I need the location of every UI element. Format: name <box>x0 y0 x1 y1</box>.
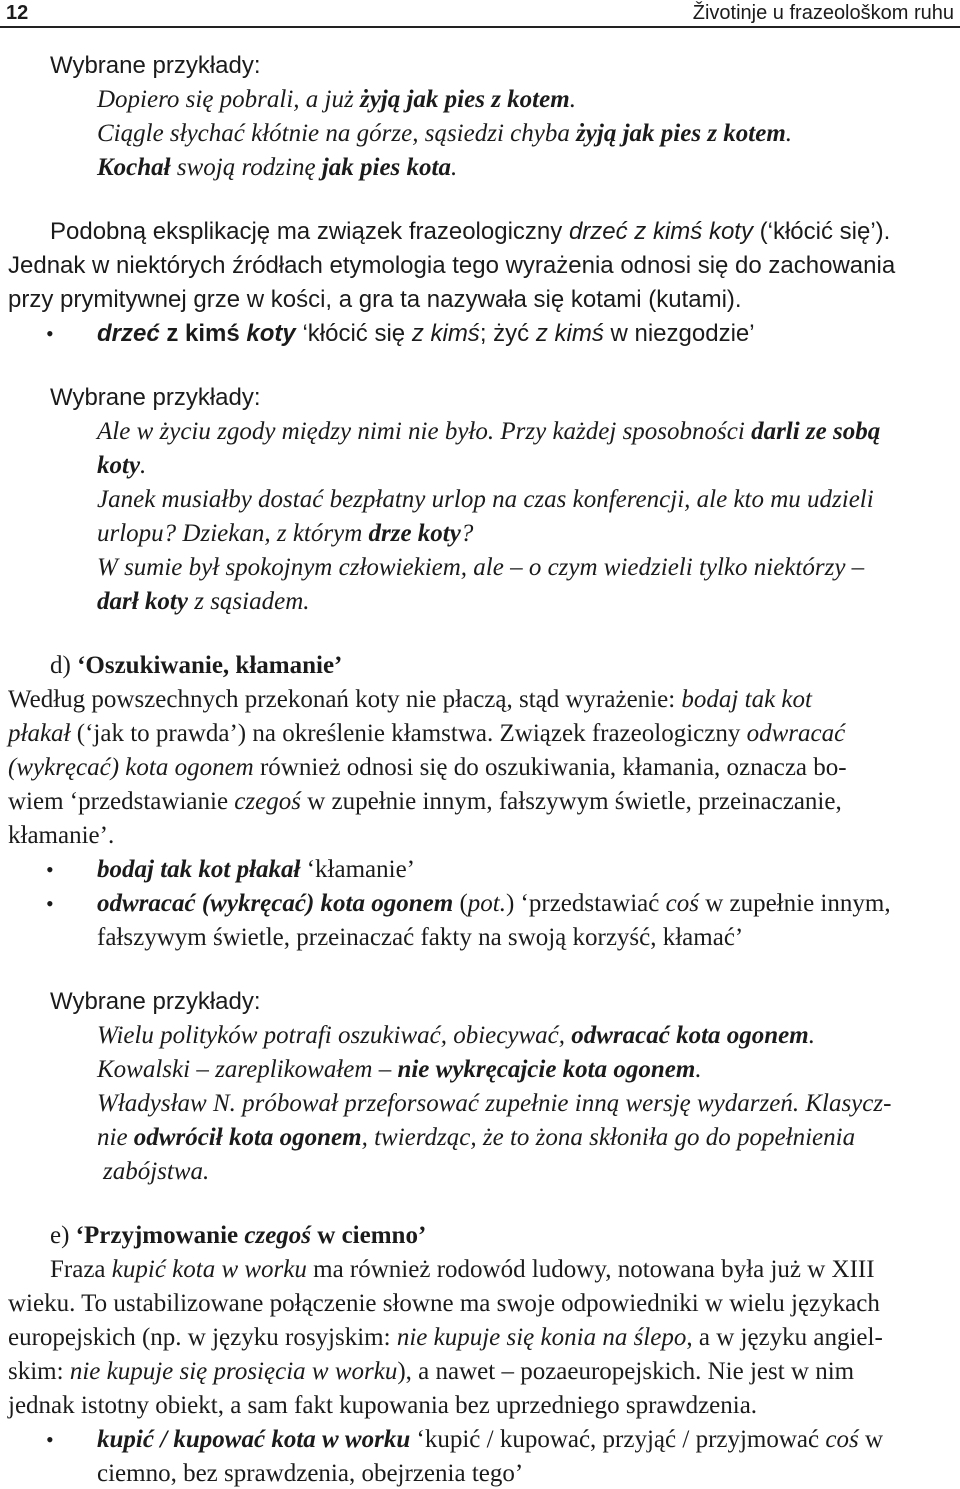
text-run: d) <box>50 652 78 679</box>
text-run: swoją rodzinę <box>170 154 322 181</box>
text-run: z sąsiadem. <box>187 588 310 615</box>
text-run: w zupełnie innym, <box>698 890 891 917</box>
text-line <box>8 1357 854 1387</box>
text-line <box>97 1089 891 1119</box>
text-line <box>8 1323 883 1353</box>
text-run: (‘kłócić się’). <box>752 218 891 245</box>
text-line <box>8 685 812 715</box>
text-run: czegoś <box>234 788 301 815</box>
text-line <box>97 1123 855 1153</box>
text-run: Według powszechnych przekonań koty nie płaczą, stąd wyrażenie: <box>8 686 682 713</box>
text-run: (‘jak to prawda’) na określenie kłamstwa. Związek frazeologiczny <box>70 720 747 747</box>
text-line <box>97 1425 883 1455</box>
text-run: . <box>785 120 793 147</box>
text-line <box>97 485 874 515</box>
text-run: Wielu polityków potrafi oszukiwać, obiecywać, <box>97 1022 572 1049</box>
text-line <box>97 889 891 919</box>
text-run: . <box>695 1056 702 1083</box>
text-line <box>50 51 261 81</box>
text-run: coś <box>825 1426 859 1453</box>
text-run: urlopu? Dziekan, z którym <box>97 520 369 547</box>
text-line <box>97 1459 523 1489</box>
text-run: . <box>569 86 576 113</box>
text-line <box>8 753 847 783</box>
text-run: zabójstwa. <box>103 1158 210 1185</box>
text-run: Podobną eksplikację ma związek frazeologiczny <box>50 218 569 245</box>
bullet-icon: • <box>46 321 54 346</box>
text-line <box>97 451 146 481</box>
text-run: żyją jak pies z kotem <box>359 86 570 113</box>
text-run: koty <box>97 452 141 479</box>
text-run: odwrócił kota ogonem <box>133 1124 362 1151</box>
text-run: Kowalski – zareplikowałem – <box>97 1056 398 1083</box>
text-run: , twierdząc, że to żona skłoniła go do popełnienia <box>361 1124 856 1151</box>
text-run: Kochał <box>97 154 171 181</box>
text-run: jednak istotny obiekt, a sam fakt kupowania bez uprzedniego sprawdzenia. <box>8 1392 758 1419</box>
text-run: z kimś <box>159 320 247 347</box>
text-run: darli ze sobą <box>751 418 881 445</box>
text-run: Jednak w niektórych źródłach etymologia tego wyrażenia odnosi się do zachowania <box>8 252 896 279</box>
text-run: ma również rodowód ludowy, notowana była już w XIII <box>306 1256 875 1283</box>
text-run: ciemno, bez sprawdzenia, obejrzenia tego’ <box>97 1460 524 1487</box>
text-run: Wybrane przykłady: <box>50 988 261 1015</box>
text-line <box>97 1055 702 1085</box>
text-run: europejskich (np. w języku rosyjskim: <box>8 1324 397 1351</box>
text-run: żyją jak pies z kotem <box>576 120 786 147</box>
text-run: bodaj tak kot płakał <box>97 856 301 883</box>
text-run: odwracać kota ogonem <box>571 1022 809 1049</box>
text-line <box>50 1221 426 1251</box>
text-line <box>97 855 415 885</box>
text-line <box>8 787 842 817</box>
text-run: odwracać <box>746 720 846 747</box>
text-run: nie kupuje się prosięcia w worku <box>69 1358 398 1385</box>
bullet-icon: • <box>46 1427 54 1452</box>
text-run: w zupełnie innym, fałszywym świetle, przeinaczanie, <box>300 788 842 815</box>
text-run: drzeć z kimś koty <box>568 218 753 245</box>
text-run: jak pies kota <box>321 154 451 181</box>
text-run: czegoś <box>244 1222 312 1249</box>
text-run: z kimś <box>535 320 604 347</box>
text-run: ‘kupić / kupować, przyjąć / przyjmować <box>410 1426 826 1453</box>
text-run: Ciągle słychać kłótnie na górze, sąsiedzi chyba <box>97 120 577 147</box>
text-run: odwracać (wykręcać) kota ogonem <box>97 890 454 917</box>
bullet-icon: • <box>46 891 54 916</box>
text-line <box>8 251 895 281</box>
text-run: skim: <box>8 1358 70 1385</box>
text-line <box>97 519 473 549</box>
text-run: ‘Przyjmowanie <box>75 1222 245 1249</box>
text-run: kłamanie’. <box>8 822 115 849</box>
text-line <box>97 1021 815 1051</box>
text-run: darł koty <box>97 588 188 615</box>
text-line <box>50 1255 875 1285</box>
text-line <box>97 85 576 115</box>
text-line <box>50 651 342 681</box>
text-run: . <box>808 1022 815 1049</box>
text-run: nie wykręcajcie kota ogonem <box>397 1056 696 1083</box>
text-line <box>97 153 457 183</box>
text-run: . <box>140 452 147 479</box>
text-run: wiem ‘przedstawianie <box>8 788 235 815</box>
text-line <box>97 553 864 583</box>
text-line <box>103 1157 209 1187</box>
text-run: Janek musiałby dostać bezpłatny urlop na czas konferencji, ale kto mu udzieli <box>97 486 874 513</box>
text-run: bodaj tak kot <box>681 686 812 713</box>
text-run: z kimś <box>411 320 480 347</box>
text-run: fałszywym świetle, przeinaczać fakty na swoją korzyść, kłamać’ <box>97 924 744 951</box>
text-run: w ciemno’ <box>311 1222 427 1249</box>
text-run: płakał <box>8 720 71 747</box>
text-run: Władysław N. próbował przeforsować zupełnie inną wersję wydarzeń. Klasycz- <box>97 1090 892 1117</box>
text-run: pot. <box>467 890 506 917</box>
text-run: Wybrane przykłady: <box>50 384 261 411</box>
text-run: nie kupuje się konia na ślepo <box>396 1324 687 1351</box>
bullet-icon: • <box>46 857 54 882</box>
text-run: , a w języku angiel- <box>686 1324 883 1351</box>
text-run: e) <box>50 1222 76 1249</box>
text-line <box>50 217 890 247</box>
text-run: ; żyć <box>479 320 536 347</box>
text-line <box>50 383 261 413</box>
text-run: drze koty <box>368 520 461 547</box>
text-run: koty <box>246 320 296 347</box>
text-line <box>97 923 743 953</box>
running-title: Životinje u frazeološkom ruhu <box>692 2 954 24</box>
text-run: drzeć <box>97 320 160 347</box>
text-run: ‘kłamanie’ <box>300 856 416 883</box>
text-run: ? <box>460 520 474 547</box>
text-run: W sumie był spokojnym człowiekiem, ale – o czym wiedzieli tylko niektórzy – <box>97 554 865 581</box>
text-run: coś <box>665 890 699 917</box>
text-line <box>50 987 261 1017</box>
text-run: Ale w życiu zgody między nimi nie było. Przy każdej sposobności <box>97 418 752 445</box>
text-line <box>8 285 742 315</box>
text-run: również odnosi się do oszukiwania, kłamania, oznacza bo- <box>253 754 847 781</box>
page-header <box>0 0 960 28</box>
text-run: Dopiero się pobrali, a już <box>97 86 360 113</box>
text-run: . <box>450 154 458 181</box>
text-run: kupić kota w worku <box>111 1256 307 1283</box>
text-run: ) ‘przedstawiać <box>505 890 666 917</box>
text-run: przy prymitywnej grze w kości, a gra ta nazywała się kotami (kutami). <box>8 286 742 313</box>
text-line <box>8 1289 880 1319</box>
text-line <box>8 1391 757 1421</box>
text-run: w <box>858 1426 884 1453</box>
text-run: ‘kłócić się <box>295 320 412 347</box>
text-run: ( <box>453 890 468 917</box>
text-run: ), a nawet – pozaeuropejskich. Nie jest w nim <box>397 1358 855 1385</box>
text-run: Wybrane przykłady: <box>50 52 261 79</box>
text-run: (wykręcać) kota ogonem <box>8 754 254 781</box>
text-line <box>8 719 845 749</box>
text-line <box>97 417 880 447</box>
text-run: ‘Oszukiwanie, kłamanie’ <box>77 652 343 679</box>
text-line <box>97 319 755 349</box>
page-number: 12 <box>6 2 29 24</box>
text-run: Fraza <box>50 1256 112 1283</box>
text-run: w niezgodzie’ <box>603 320 755 347</box>
text-run: kupić / kupować kota w worku <box>97 1426 411 1453</box>
text-line <box>8 821 114 851</box>
text-run: wieku. To ustabilizowane połączenie słowne ma swoje odpowiedniki w wielu językach <box>8 1290 880 1317</box>
text-line <box>97 587 310 617</box>
text-line <box>97 119 792 149</box>
text-run: nie <box>97 1124 134 1151</box>
